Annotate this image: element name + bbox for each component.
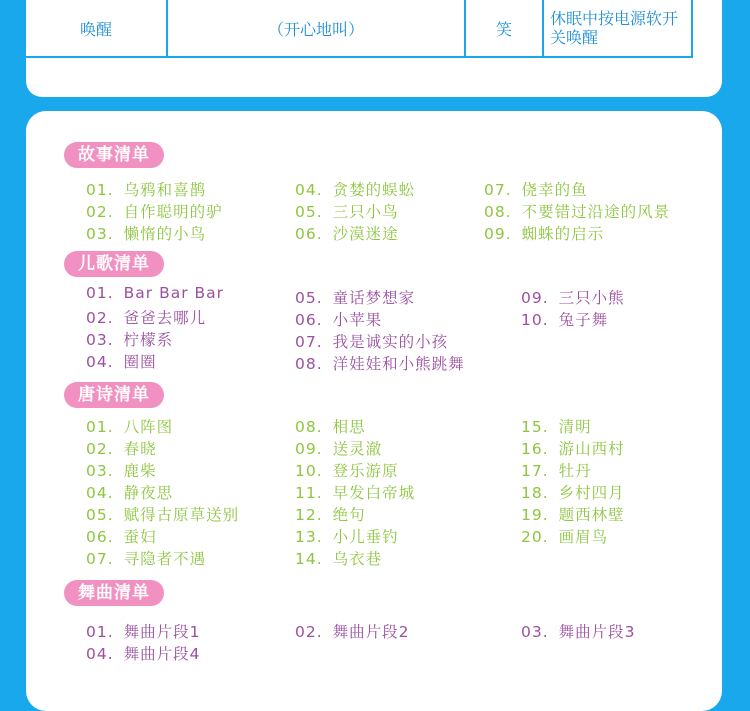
item-title: 早发白帝城 [332,484,416,502]
list-item [86,642,201,664]
list-item [295,352,465,374]
list-item [295,308,382,330]
item-number: 09. [295,440,323,458]
list-item [484,200,670,222]
item-title: 沙漠迷途 [332,225,399,243]
item-number: 03. [86,462,114,480]
item-number: 10. [295,462,323,480]
item-number: 16. [521,440,549,458]
item-title: 洋娃娃和小熊跳舞 [332,355,465,373]
list-item [295,503,366,525]
list-item [86,503,239,525]
item-title: 相思 [332,418,366,436]
item-title: 乡村四月 [558,484,625,502]
section-title-songs: 儿歌清单 [64,251,164,277]
item-title: 蚕妇 [123,528,157,546]
item-title: 爸爸去哪儿 [123,309,207,327]
item-number: 04. [295,181,323,199]
item-title: 自作聪明的驴 [123,203,223,221]
list-item [86,306,206,328]
list-item [295,525,399,547]
item-title: 三只小熊 [558,289,625,307]
item-title: 赋得古原草送别 [123,506,240,524]
list-item [295,620,410,642]
list-item [86,222,206,244]
item-title: 乌衣巷 [332,550,383,568]
item-title: 游山西村 [558,440,625,458]
section-title-dances: 舞曲清单 [64,580,164,606]
list-item [86,459,157,481]
expression-cell: 笑 [465,0,543,57]
command-table [24,0,693,58]
list-item [86,547,206,569]
list-item [521,286,625,308]
list-item [295,286,415,308]
list-item [86,620,201,642]
item-title: 牡丹 [558,462,592,480]
item-title: 圈圈 [123,353,157,371]
sound-cell: （开心地叫） [167,0,465,57]
list-item [295,200,399,222]
item-number: 03. [86,331,114,349]
item-number: 06. [295,311,323,329]
list-item [521,481,625,503]
item-number: 12. [295,506,323,524]
item-number: 02. [86,203,114,221]
item-number: 08. [295,355,323,373]
item-title: 侥幸的鱼 [521,181,588,199]
item-number: 05. [295,289,323,307]
item-number: 02. [86,309,114,327]
item-title: 舞曲片段4 [123,645,201,663]
item-title: 八阵图 [123,418,174,436]
list-item [86,200,223,222]
item-title: 小苹果 [332,311,383,329]
item-title: 绝句 [332,506,366,524]
item-title: 童话梦想家 [332,289,416,307]
item-number: 15. [521,418,549,436]
item-title: 舞曲片段3 [558,623,636,641]
note-cell: 休眠中按电源软开关唤醒 [543,0,692,57]
item-number: 07. [86,550,114,568]
list-item [295,330,448,352]
item-number: 09. [484,225,512,243]
item-number: 03. [521,623,549,641]
item-number: 08. [484,203,512,221]
table-row [25,0,692,57]
trigger-cell: 唤醒 [25,0,167,57]
item-title: 静夜思 [123,484,174,502]
item-number: 20. [521,528,549,546]
item-number: 06. [86,528,114,546]
item-number: 02. [86,440,114,458]
item-number: 04. [86,645,114,663]
item-title: 画眉鸟 [558,528,609,546]
list-item [86,437,157,459]
item-title: 舞曲片段1 [123,623,201,641]
item-number: 07. [484,181,512,199]
item-number: 18. [521,484,549,502]
list-item [295,547,382,569]
list-item [521,525,608,547]
list-item [86,525,157,547]
list-item [521,459,592,481]
item-title: 三只小鸟 [332,203,399,221]
item-number: 05. [86,506,114,524]
item-title: 贪婪的蜈蚣 [332,181,416,199]
list-item [86,284,224,302]
list-item [295,178,415,200]
list-item [86,328,173,350]
item-title: 登乐游原 [332,462,399,480]
item-number: 03. [86,225,114,243]
item-number: 01. [86,418,114,436]
item-number: 04. [86,353,114,371]
item-number: 10. [521,311,549,329]
item-number: 14. [295,550,323,568]
item-title: 蜘蛛的启示 [521,225,605,243]
item-title: 柠檬系 [123,331,174,349]
item-title: 寻隐者不遇 [123,550,207,568]
item-number: 09. [521,289,549,307]
item-number: 04. [86,484,114,502]
list-item [86,415,173,437]
item-title: 乌鸦和喜鹊 [123,181,207,199]
list-item [86,178,206,200]
item-title: 兔子舞 [558,311,609,329]
item-number: 07. [295,333,323,351]
item-title: 送灵澈 [332,440,383,458]
item-number: 01. [86,181,114,199]
list-item [521,503,625,525]
item-number: 06. [295,225,323,243]
list-item [295,481,415,503]
item-title: 清明 [558,418,592,436]
item-number: 02. [295,623,323,641]
item-number: 13. [295,528,323,546]
item-title: 春晓 [123,440,157,458]
section-title-stories: 故事清单 [64,142,164,168]
item-number: 01. [86,284,114,302]
list-item [521,415,592,437]
item-number: 08. [295,418,323,436]
item-title: 鹿柴 [123,462,157,480]
list-item [295,459,399,481]
item-title: 不要错过沿途的风景 [521,203,671,221]
item-title: Bar Bar Bar [123,284,225,302]
section-title-poems: 唐诗清单 [64,382,164,408]
item-title: 懒惰的小鸟 [123,225,207,243]
list-item [521,308,608,330]
list-item [295,415,366,437]
list-item [295,222,399,244]
item-title: 小儿垂钓 [332,528,399,546]
item-title: 舞曲片段2 [332,623,410,641]
list-item [484,222,604,244]
list-item [484,178,588,200]
item-number: 05. [295,203,323,221]
item-number: 11. [295,484,323,502]
item-title: 题西林壁 [558,506,625,524]
item-number: 01. [86,623,114,641]
item-title: 我是诚实的小孩 [332,333,449,351]
item-number: 17. [521,462,549,480]
list-item [521,437,625,459]
list-item [86,481,173,503]
list-item [295,437,382,459]
list-item [521,620,636,642]
item-number: 19. [521,506,549,524]
list-item [86,350,157,372]
